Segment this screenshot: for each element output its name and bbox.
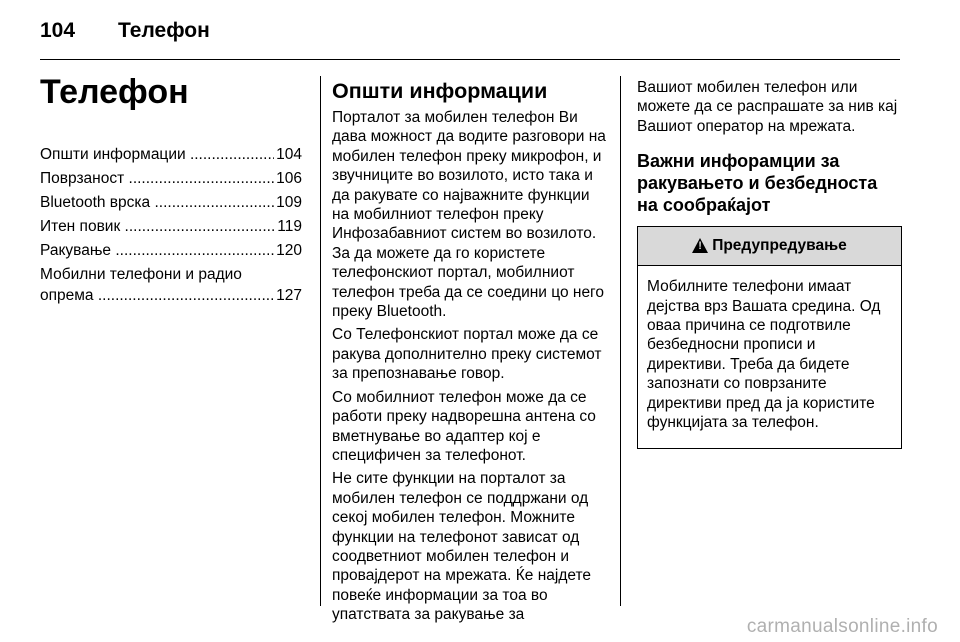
toc-label: Bluetooth врска ..... bbox=[40, 192, 274, 213]
warning-box bbox=[637, 226, 902, 449]
subsection-title: Важни инфорамции за ракувањето и безбедноста на сообраќајот bbox=[637, 151, 878, 216]
column-divider bbox=[620, 76, 621, 606]
toc-page: 104 bbox=[276, 146, 302, 163]
page-header bbox=[40, 18, 210, 44]
body-paragraph: Не сите функции на порталот за мобилен телефон се поддржани од секој мобилен телефон. Можните функции на телефонот зависат од соодветниот мобилен телефон и провајдерот на мрежата. Ќе најдете повеќе информации за тоа во упатствата за ракување за bbox=[332, 470, 592, 624]
toc-item[interactable] bbox=[40, 168, 302, 189]
toc-item[interactable] bbox=[40, 264, 302, 306]
body-paragraph: Со мобилниот телефон може да се работи преку надворешна антена со вметнување во адаптер кој е специфичен за телефонот. bbox=[332, 388, 596, 464]
toc-label: опрема ..... bbox=[40, 285, 274, 306]
chapter-title: Телефон bbox=[40, 73, 189, 111]
toc-item[interactable] bbox=[40, 240, 302, 261]
table-of-contents bbox=[40, 144, 302, 306]
warning-icon bbox=[692, 238, 708, 253]
toc-page: 119 bbox=[277, 218, 302, 235]
body-paragraph: Порталот за мобилен телефон Ви дава можност да водите разговори на мобилен телефон преку микрофон, и звучниците во возилото, исто така и да ракувате со најважните функции на мобилниот телефон преку Инфозабавниот систем во возилото. За да можете да го користете телефонскиот портал, мобилниот телефон треба да се соедини цо него преку Bluetooth. bbox=[332, 109, 606, 321]
toc-label: Ракување ..... bbox=[40, 240, 274, 261]
toc-label-line: Мобилни телефони и радио bbox=[40, 266, 242, 283]
toc-item[interactable] bbox=[40, 216, 302, 237]
toc-item[interactable] bbox=[40, 192, 302, 213]
header-rule bbox=[40, 59, 900, 60]
toc-page: 127 bbox=[276, 287, 302, 304]
body-paragraph: Со Телефонскиот портал може да се ракува дополнително преку системот за препознавање говор. bbox=[332, 326, 602, 383]
toc-item[interactable] bbox=[40, 144, 302, 165]
toc-label: Поврзаност ..... bbox=[40, 168, 274, 189]
column-divider bbox=[320, 76, 321, 606]
watermark: carmanualsonline.info bbox=[746, 616, 938, 637]
section-title: Општи информации bbox=[332, 79, 548, 103]
toc-label: Општи информации ..... bbox=[40, 144, 274, 165]
right-column bbox=[637, 78, 903, 449]
warning-header bbox=[638, 227, 901, 266]
body-paragraph: Вашиот мобилен телефон или можете да се распрашате за нив кај Вашиот оператор на мрежата. bbox=[637, 79, 898, 135]
toc-label: Итен повик ..... bbox=[40, 216, 275, 237]
page-number: 104 bbox=[40, 19, 76, 42]
toc-page: 120 bbox=[276, 242, 302, 259]
warning-title: Предупредување bbox=[712, 237, 847, 255]
running-title: Телефон bbox=[118, 19, 210, 42]
toc-page: 109 bbox=[276, 194, 302, 211]
left-column bbox=[40, 72, 302, 306]
toc-page: 106 bbox=[276, 170, 302, 187]
warning-text: Мобилните телефони имаат дејства врз Вашата средина. Од оваа причина се подготвиле безбедносни прописи и директиви. Треба да бидете запознати со поврзаните директиви пред да ја користите функцијата за телефон. bbox=[647, 278, 881, 432]
middle-column bbox=[332, 78, 607, 629]
